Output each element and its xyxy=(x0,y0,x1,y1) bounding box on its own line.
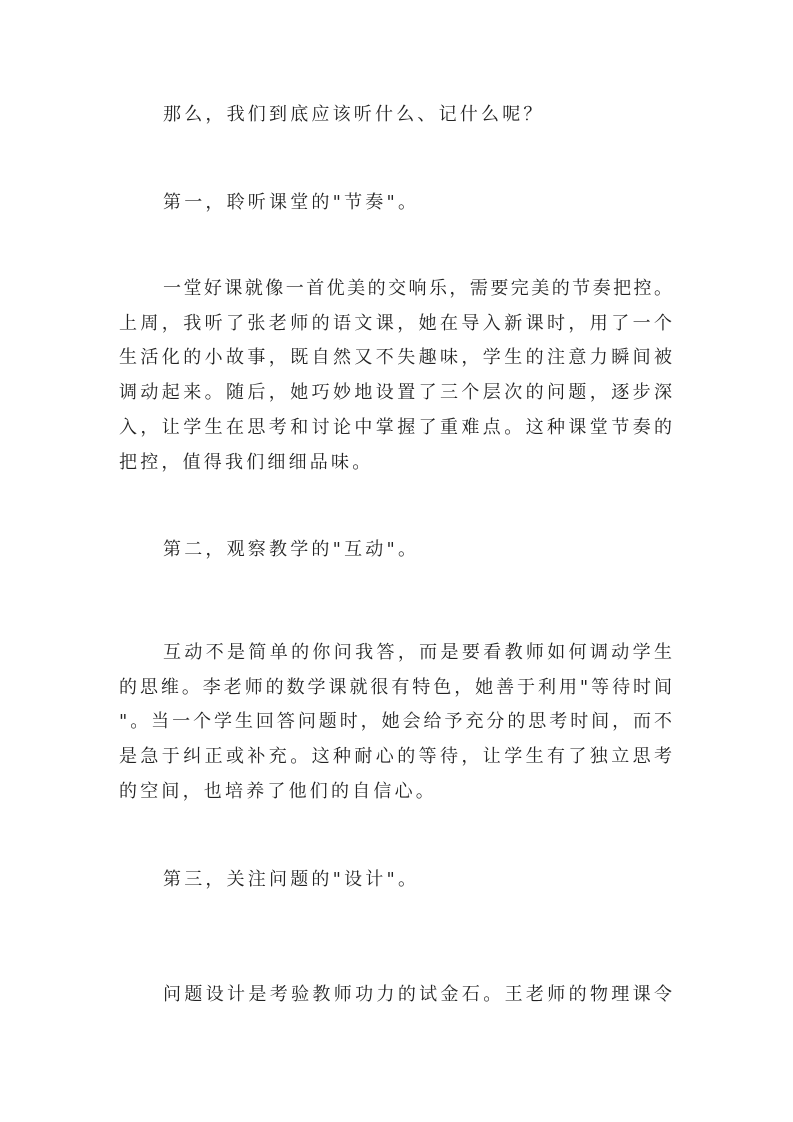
section-3-heading: 第三，关注问题的"设计"。 xyxy=(163,869,420,890)
paragraph-line: 生活化的小故事，既自然又不失趣味，学生的注意力瞬间被 xyxy=(119,347,672,368)
paragraph-line: 问题设计是考验教师功力的试金石。王老师的物理课令 xyxy=(163,984,672,1005)
section-2-heading: 第二，观察教学的"互动"。 xyxy=(163,539,420,560)
paragraph-line: 一堂好课就像一首优美的交响乐，需要完美的节奏把控。 xyxy=(163,278,672,299)
paragraph-line: 的思维。李老师的数学课就很有特色，她善于利用"等待时间 xyxy=(119,677,672,698)
paragraph-line: "。当一个学生回答问题时，她会给予充分的思考时间，而不 xyxy=(119,711,672,732)
paragraph-line: 入，让学生在思考和讨论中掌握了重难点。这种课堂节奏的 xyxy=(119,417,672,438)
paragraph-line: 是急于纠正或补充。这种耐心的等待，让学生有了独立思考 xyxy=(119,746,672,767)
paragraph-line: 的空间，也培养了他们的自信心。 xyxy=(119,781,437,802)
paragraph-line: 调动起来。随后，她巧妙地设置了三个层次的问题，逐步深 xyxy=(119,382,672,403)
paragraph-line: 互动不是简单的你问我答，而是要看教师如何调动学生 xyxy=(163,642,672,663)
section-1-heading: 第一，聆听课堂的"节奏"。 xyxy=(163,192,420,213)
intro-paragraph: 那么，我们到底应该听什么、记什么呢？ xyxy=(163,104,545,125)
paragraph-line: 把控，值得我们细细品味。 xyxy=(119,452,374,473)
paragraph-line: 上周，我听了张老师的语文课，她在导入新课时，用了一个 xyxy=(119,313,672,334)
